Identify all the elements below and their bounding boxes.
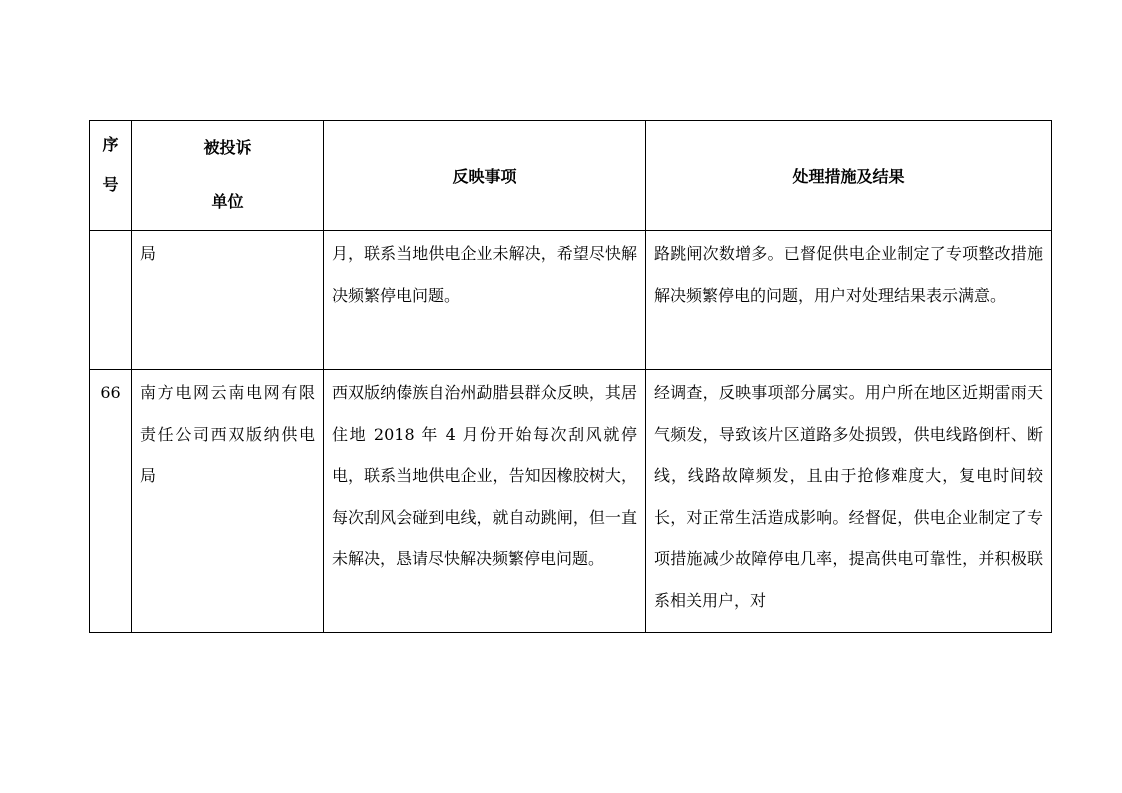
row-issue: 西双版纳傣族自治州勐腊县群众反映，其居住地 2018 年 4 月份开始每次刮风就停电，联系当地供电企业，告知因橡胶树大，每次刮风会碰到电线，就自动跳闸，但一直未解决，恳请尽快解决频繁停电问题。 xyxy=(324,370,646,633)
row-seq xyxy=(90,231,132,370)
row-result: 路跳闸次数增多。已督促供电企业制定了专项整改措施解决频繁停电的问题，用户对处理结果表示满意。 xyxy=(646,231,1052,370)
header-seq xyxy=(90,121,132,231)
row-seq: 66 xyxy=(90,370,132,633)
table-row xyxy=(90,370,1052,633)
table-header-row xyxy=(90,121,1052,231)
header-seq-line1: 序 xyxy=(102,135,119,154)
header-issue: 反映事项 xyxy=(324,121,646,231)
row-unit: 局 xyxy=(132,231,324,370)
row-result: 经调查，反映事项部分属实。用户所在地区近期雷雨天气频发，导致该片区道路多处损毁，供电线路倒杆、断线，线路故障频发，且由于抢修难度大，复电时间较长，对正常生活造成影响。经督促，供电企业制定了专项措施减少故障停电几率，提高供电可靠性，并积极联系相关用户，对 xyxy=(646,370,1052,633)
header-result: 处理措施及结果 xyxy=(646,121,1052,231)
row-unit: 南方电网云南电网有限责任公司西双版纳供电局 xyxy=(132,370,324,633)
header-seq-line2: 号 xyxy=(102,175,119,194)
complaint-table xyxy=(89,120,1052,633)
table-row xyxy=(90,231,1052,370)
header-unit-line2: 单位 xyxy=(211,192,244,211)
row-issue: 月，联系当地供电企业未解决，希望尽快解决频繁停电问题。 xyxy=(324,231,646,370)
header-unit xyxy=(132,121,324,231)
header-unit-line1: 被投诉 xyxy=(203,138,252,157)
